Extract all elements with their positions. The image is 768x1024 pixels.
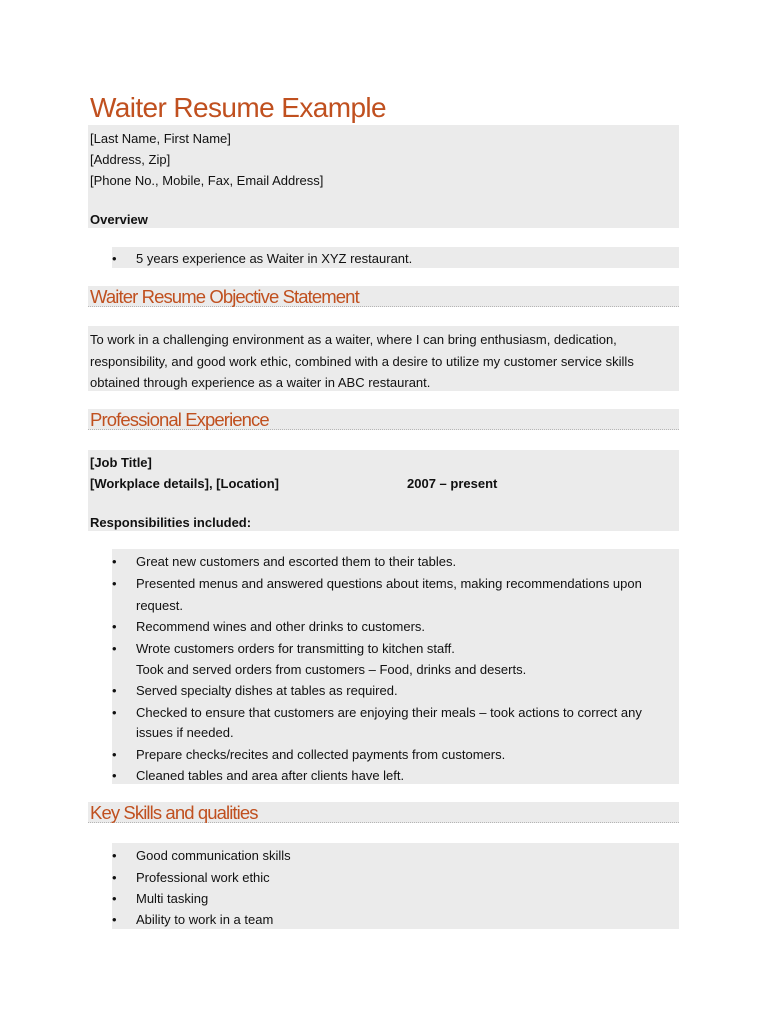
- list-item-continuation: issues if needed.: [136, 725, 234, 740]
- list-item: • Checked to ensure that customers are enjoying their meals – took actions to correct any: [112, 702, 672, 723]
- objective-line: obtained through experience as a waiter in ABC restaurant.: [90, 375, 431, 390]
- skills-heading: Key Skills and qualities: [88, 802, 679, 823]
- job-title: [Job Title]: [90, 455, 152, 470]
- bullet-icon: •: [112, 705, 117, 720]
- bullet-icon: •: [112, 251, 117, 266]
- list-item: • Recommend wines and other drinks to customers.: [112, 616, 672, 637]
- list-item: • Good communication skills: [112, 845, 672, 866]
- objective-heading: Waiter Resume Objective Statement: [88, 286, 679, 307]
- bullet-icon: •: [112, 683, 117, 698]
- contact-phone: [Phone No., Mobile, Fax, Email Address]: [90, 173, 324, 188]
- list-item: • 5 years experience as Waiter in XYZ restaurant.: [112, 248, 672, 269]
- bullet-icon: •: [112, 747, 117, 762]
- bullet-icon: •: [112, 912, 117, 927]
- responsibilities-label: Responsibilities included:: [90, 515, 252, 530]
- bullet-icon: •: [112, 891, 117, 906]
- bullet-icon: •: [112, 768, 117, 783]
- employment-dates: 2007 – present: [407, 476, 498, 491]
- contact-name: [Last Name, First Name]: [90, 131, 231, 146]
- list-item: • Served specialty dishes at tables as required.: [112, 680, 672, 701]
- objective-line: responsibility, and good work ethic, combined with a desire to utilize my customer service skills: [90, 354, 634, 369]
- list-item: • Professional work ethic: [112, 867, 672, 888]
- bullet-icon: •: [112, 554, 117, 569]
- overview-label: Overview: [90, 212, 148, 227]
- list-item-continuation: Took and served orders from customers – Food, drinks and deserts.: [136, 662, 527, 677]
- list-item: • Multi tasking: [112, 888, 672, 909]
- contact-address: [Address, Zip]: [90, 152, 171, 167]
- objective-line: To work in a challenging environment as a waiter, where I can bring enthusiasm, dedication,: [90, 332, 617, 347]
- bullet-icon: •: [112, 576, 117, 591]
- page-title: Waiter Resume Example: [90, 92, 387, 123]
- list-item: • Great new customers and escorted them to their tables.: [112, 551, 672, 572]
- list-item-continuation: request.: [136, 598, 183, 613]
- bullet-icon: •: [112, 870, 117, 885]
- workplace: [Workplace details], [Location]: [90, 476, 280, 491]
- bullet-icon: •: [112, 619, 117, 634]
- list-item: • Prepare checks/recites and collected payments from customers.: [112, 744, 672, 765]
- bullet-icon: •: [112, 848, 117, 863]
- list-item: • Presented menus and answered questions about items, making recommendations upon: [112, 573, 672, 594]
- experience-heading: Professional Experience: [88, 409, 679, 430]
- list-item: • Cleaned tables and area after clients have left.: [112, 765, 672, 786]
- list-item: • Wrote customers orders for transmitting to kitchen staff.: [112, 638, 672, 659]
- list-item: • Ability to work in a team: [112, 909, 672, 930]
- bullet-icon: •: [112, 641, 117, 656]
